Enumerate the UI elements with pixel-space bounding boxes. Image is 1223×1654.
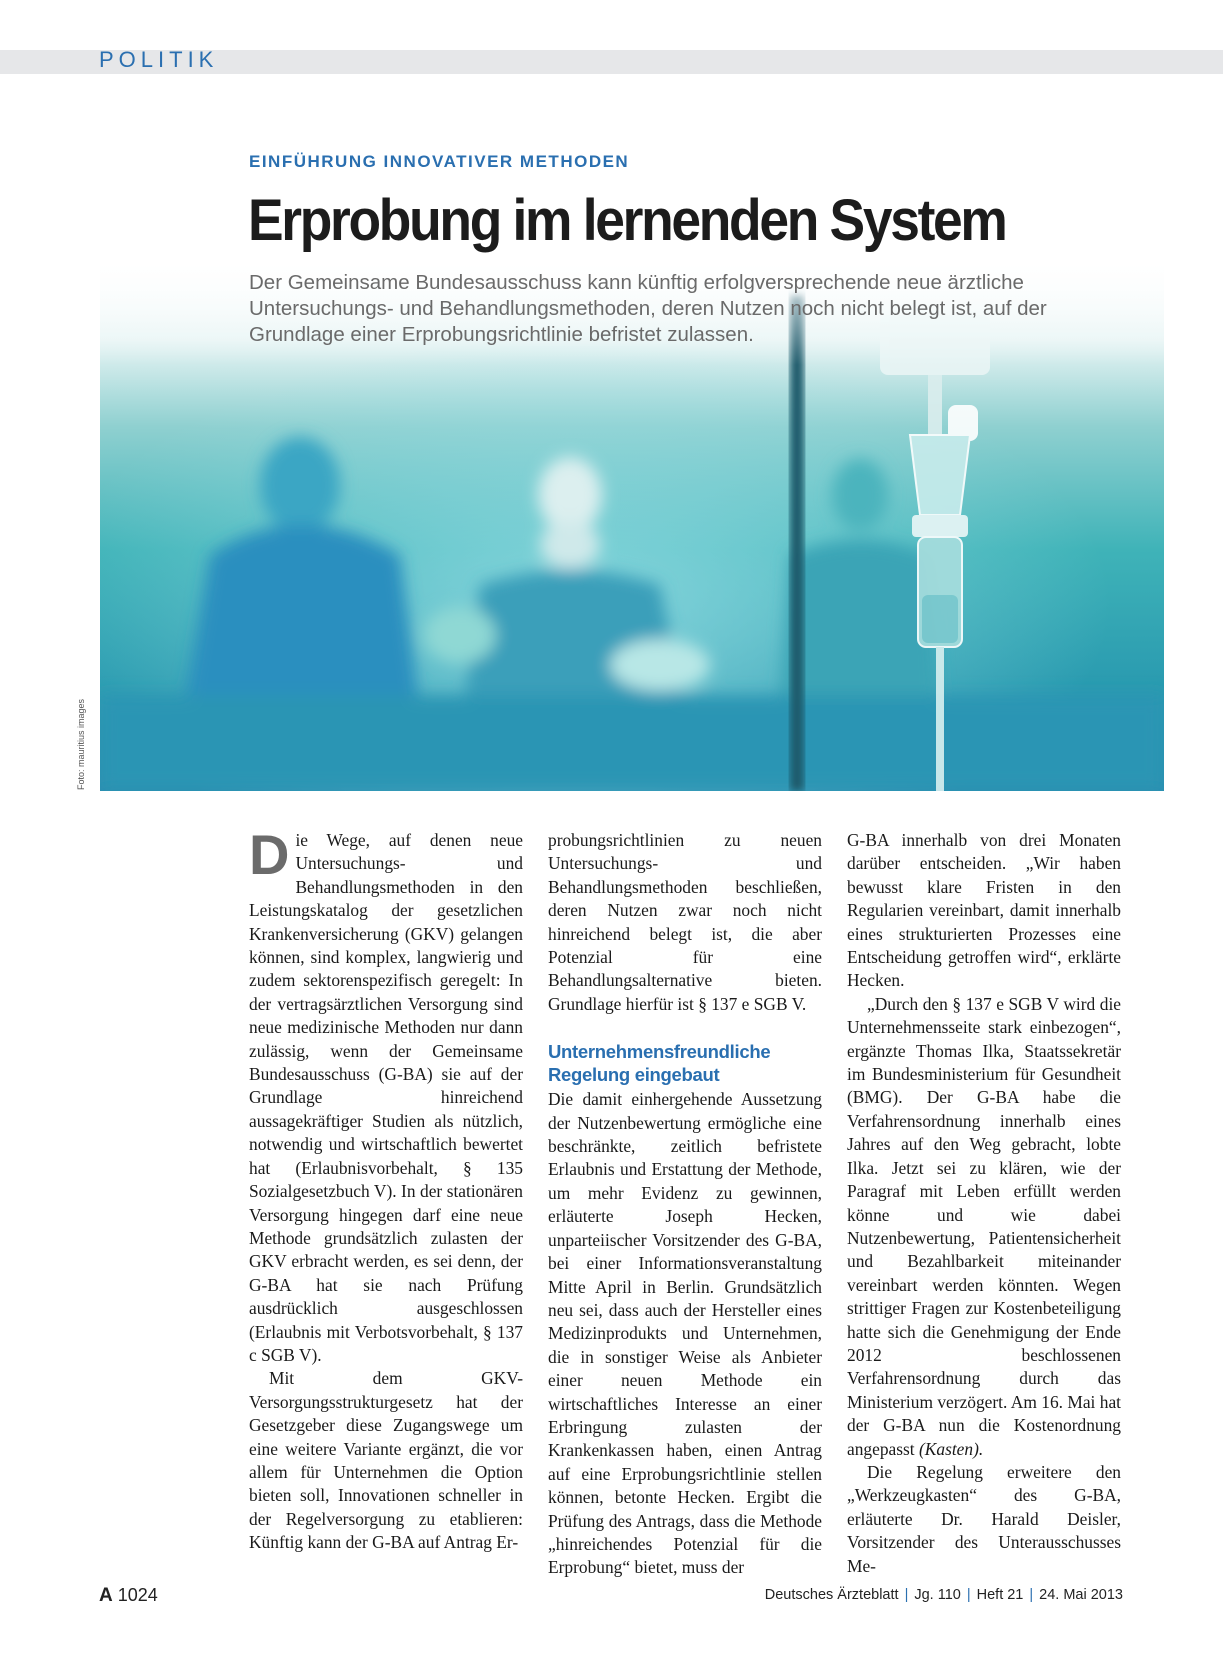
article-kicker: EINFÜHRUNG INNOVATIVER METHODEN <box>249 152 630 171</box>
footer-separator: | <box>966 1587 971 1603</box>
photo-credit: Foto: mauritius images <box>76 698 86 790</box>
paragraph: Die Regelung erweitere den „Werkzeugkasten“ des G-BA, erläuterte Dr. Harald Deisler, Vorsitzender des Unterausschusses Me- <box>847 1461 1121 1576</box>
journal-name: Deutsches Ärzteblatt <box>764 1587 899 1603</box>
text-column-3 <box>847 829 1121 1578</box>
paragraph-text: ie Wege, auf denen neue Untersuchungs- und Behandlungsmethoden in den Leistungskatalog der gesetzlichen Krankenversicherung (GKV) gelangen können, sind komplex, langwierig und zudem sektorenspezifisch geregelt: In der vertragsärztlichen Versorgung sind neue medizinische Methoden nur dann zulässig, wenn der Gemeinsame Bundesausschuss (G-BA) sie auf der Grundlage hinreichend aussagekräftiger Studien als nützlich, notwendig und wirtschaftlich bewertet hat (Erlaubnisvorbehalt, § 135 Sozialgesetzbuch V). In der stationären Versorgung hingegen darf eine neue Methode grundsätzlich zulasten der GKV erbracht werden, es sei denn, der G-BA hat sie nach Prüfung ausdrücklich ausgeschlossen (Erlaubnis mit Verbotsvorbehalt, § 137 c SGB V). <box>249 830 523 1365</box>
paragraph-text: „Durch den § 137 e SGB V wird die Unternehmensseite stark einbezogen“, ergänzte Thomas Ilka, Staatssekretär im Bundesministerium für Gesundheit (BMG). Der G-BA habe die Verfahrensordnung innerhalb eines Jahres auf den Weg gebracht, lobte Ilka. Jetzt sei zu klären, wie der Paragraf mit Leben erfüllt werden könne und wie dabei Nutzenbewertung, Patientensicherheit und Bezahlbarkeit miteinander vereinbart werden könnten. Wegen strittiger Fragen zur Kostenbeteiligung hatte sich die Genehmigung der Ende 2012 beschlossenen Verfahrensordnung durch das Ministerium verzögert. Am 16. Mai hat der G-BA nun die Kostenordnung angepasst <box>847 993 1121 1459</box>
footer-separator: | <box>1029 1587 1034 1603</box>
paragraph: Mit dem GKV-Versorgungsstrukturgesetz hat der Gesetzgeber diese Zugangswege um eine weitere Variante ergänzt, die vor allem für Unternehmen die Option bieten soll, Innovationen schneller in der Regelversorgung zu etablieren: Künftig kann der G-BA auf Antrag Er- <box>249 1368 523 1553</box>
page-number <box>99 1585 158 1607</box>
journal-volume: Jg. 110 <box>914 1587 961 1603</box>
paragraph <box>847 993 1121 1461</box>
section-subheading: Unternehmensfreundliche Regelung eingebaut <box>548 1041 771 1086</box>
journal-footer <box>765 1587 1123 1603</box>
paragraph: G-BA innerhalb von drei Monaten darüber entscheiden. „Wir haben bewusst klare Fristen in den Regularien vereinbart, damit innerhalb eines strukturierten Prozesses eine Entscheidung getroffen wird“, erklärte Hecken. <box>847 830 1121 991</box>
footer-separator: | <box>904 1587 909 1603</box>
text-column-2 <box>548 829 822 1580</box>
journal-issue: Heft 21 <box>976 1587 1024 1603</box>
article-title: Erprobung im lernenden System <box>248 188 1006 253</box>
drop-cap: D <box>249 823 290 886</box>
text-column-1 <box>249 823 523 1555</box>
paragraph: probungsrichtlinien zu neuen Untersuchungs- und Behandlungsmethoden beschließen, deren Nutzen zwar noch nicht hinreichend belegt ist, die aber Potenzial für eine Behandlungsalternative bieten. Grundlage hierfür ist § 137 e SGB V. <box>548 830 822 1014</box>
page-number-value: 1024 <box>117 1585 158 1605</box>
section-label: POLITIK <box>99 47 219 72</box>
journal-date: 24. Mai 2013 <box>1039 1587 1123 1603</box>
paragraph: Die damit einhergehende Aussetzung der Nutzenbewertung ermögliche eine beschränkte, zeitlich befristete Erlaubnis und Erstattung der Methode, um mehr Evidenz zu gewinnen, erläuterte Joseph Hecken, unparteiischer Vorsitzender des G-BA, bei einer Informationsveranstaltung Mitte April in Berlin. Grundsätzlich neu sei, dass auch der Hersteller eines Medizinprodukts und Unternehmen, die in sonstiger Weise als Anbieter einer neuen Methode ein wirtschaftliches Interesse an einer Erbringung zulasten der Krankenkassen haben, einen Antrag auf eine Erprobungsrichtlinie stellen können, betonte Hecken. Ergibt die Prüfung des Antrags, dass die Methode „hinreichendes Potenzial für die Erprobung“ bietet, muss der <box>548 1089 822 1578</box>
article-lead: Der Gemeinsame Bundesausschuss kann künftig erfolgversprechende neue ärztliche Untersuchungs- und Behandlungsmethoden, deren Nutzen noch nicht belegt ist, auf der Grundlage einer Erprobungsrichtlinie befristet zulassen. <box>249 271 1047 346</box>
paragraph <box>249 823 523 1367</box>
page-prefix: A <box>99 1585 113 1606</box>
paragraph-italic-ref: (Kasten). <box>918 1438 984 1459</box>
